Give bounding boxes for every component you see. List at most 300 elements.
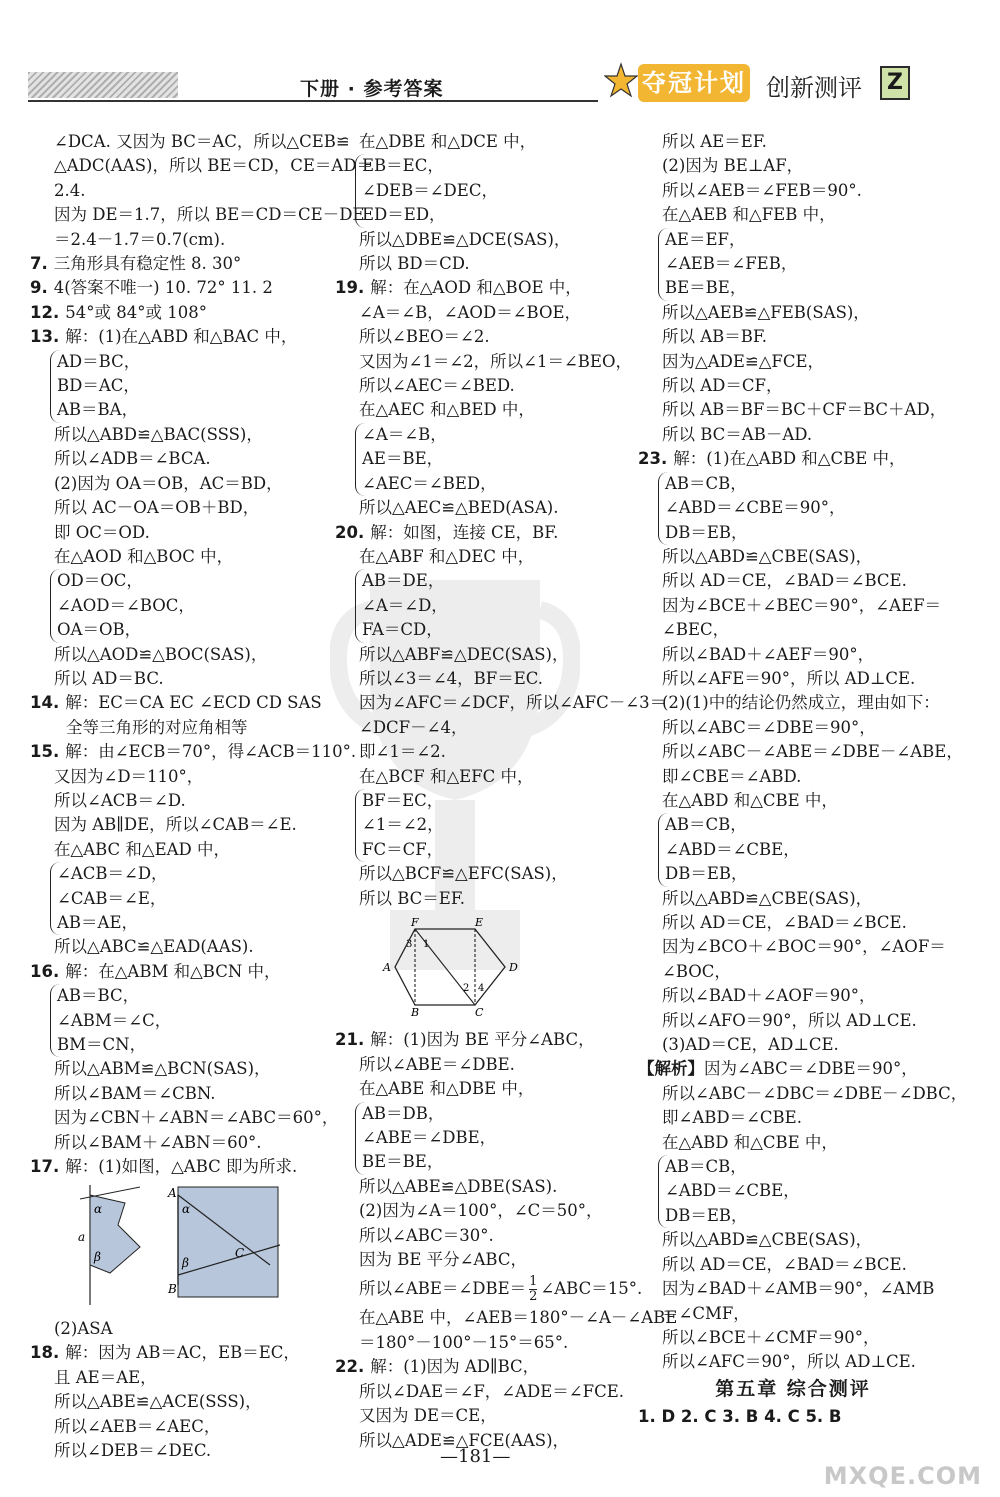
condition-brace <box>355 154 625 227</box>
line-text: (2)因为∠A＝100°，∠C＝50°， <box>359 1201 603 1221</box>
fig17-a-left: a <box>78 1230 86 1245</box>
text-line <box>638 1106 948 1130</box>
question-line <box>335 1028 625 1052</box>
line-text: 所以∠ADB＝∠BCA. <box>54 449 211 469</box>
brand-text: 夺冠计划 <box>638 64 750 102</box>
question-number: 19. <box>335 278 365 298</box>
text-line <box>335 1380 625 1404</box>
line-text: (2)(1)中的结论仍然成立，理由如下： <box>662 693 940 713</box>
condition-line: ∠A＝∠B， <box>362 424 447 444</box>
fraction-prefix: 所以∠ABE＝∠DBE＝ <box>359 1279 527 1299</box>
text-line <box>638 887 948 911</box>
condition-line: AB＝BA， <box>57 400 139 420</box>
text-line <box>335 862 625 886</box>
text-line <box>638 618 948 642</box>
text-line <box>335 374 625 398</box>
line-text: 54°或 84°或 108° <box>65 302 207 322</box>
page-number: —181— <box>440 1446 511 1467</box>
text-line <box>30 1106 339 1130</box>
condition-brace <box>50 569 320 642</box>
line-text: 且 AE＝AE， <box>54 1367 157 1387</box>
line-text: 所以△BCF≌△EFC(SAS)， <box>359 864 568 884</box>
line-text: 所以∠AEB＝∠FEB＝90°. <box>662 180 862 200</box>
condition-line: DB＝EB， <box>665 864 748 884</box>
fraction <box>529 1275 537 1304</box>
text-line <box>335 130 625 154</box>
text-line <box>30 130 350 154</box>
text-line <box>638 1057 948 1081</box>
line-text: 解：在△AOD 和△BOE 中， <box>370 278 582 298</box>
question-line <box>335 1355 625 1379</box>
condition-line: AB＝AE， <box>57 913 139 932</box>
text-line <box>638 789 948 813</box>
text-line <box>638 545 948 569</box>
watermark-text: MXQE.COM <box>823 1462 982 1490</box>
question-line <box>30 1155 320 1179</box>
question-line <box>335 276 625 300</box>
text-line <box>335 1248 625 1272</box>
line-text: 因为∠BCE＋∠BEC＝90°，∠AEF＝ <box>662 595 942 615</box>
text-line <box>638 1082 968 1106</box>
text-line <box>30 1366 320 1390</box>
line-text: 所以 BC＝EF. <box>359 888 465 908</box>
line-text: 在△AOD 和△BOC 中， <box>54 546 234 566</box>
line-text: 在△DBE 和△DCE 中， <box>359 132 537 151</box>
text-line <box>30 179 320 203</box>
line-text: ∠BOC， <box>662 961 731 981</box>
condition-line: AE＝EF， <box>665 229 746 249</box>
condition-line: AE＝BE， <box>362 449 444 469</box>
text-line <box>30 423 320 447</box>
text-line <box>638 203 948 227</box>
text-line <box>638 374 948 398</box>
text-line <box>335 1199 625 1223</box>
text-line <box>30 472 320 496</box>
figure <box>375 917 625 1024</box>
line-text: 所以△ABC≌△EAD(AAS). <box>54 937 254 957</box>
question-line <box>30 276 320 300</box>
question-number: 18. <box>30 1343 60 1363</box>
brand-logo <box>600 62 970 106</box>
condition-line: AB＝DB， <box>362 1103 445 1123</box>
line-text: 因为∠BCO＋∠BOC＝90°，∠AOF＝ <box>662 937 946 957</box>
text-line <box>638 691 948 715</box>
line-text: 所以∠ABC－∠ABE＝∠DBE－∠ABE， <box>662 742 963 762</box>
condition-line: AD＝BC， <box>57 351 141 371</box>
text-line <box>638 398 948 422</box>
question-line <box>30 691 320 715</box>
line-text: 因为 AB∥DE，所以∠CAB＝∠E. <box>54 815 297 835</box>
fig20-label-f: F <box>411 917 419 929</box>
condition-brace <box>50 984 320 1057</box>
fig20-label-c: C <box>475 1006 484 1017</box>
text-line <box>335 496 625 520</box>
fraction-suffix: ∠ABC＝15°. <box>540 1279 643 1299</box>
line-text: 解：如图，连接 CE，BF. <box>370 522 559 542</box>
condition-line: BF＝EC， <box>362 790 444 810</box>
condition-line: FA＝CD， <box>362 620 443 640</box>
line-text: 在△ABC 和△EAD 中， <box>54 839 231 859</box>
question-line <box>638 447 948 471</box>
fig17-alpha-right: α <box>182 1202 191 1217</box>
fig17-beta-right: β <box>182 1256 189 1271</box>
figure <box>70 1185 320 1312</box>
line-text: 解：(1)如图，△ABC 即为所求. <box>65 1157 298 1177</box>
text-line <box>638 960 948 984</box>
line-text: 所以∠BAD＋∠AOF＝90°， <box>662 986 876 1006</box>
line-text: 所以△ABD≌△BAC(SSS)， <box>54 424 263 444</box>
condition-line: BD＝AC， <box>57 376 140 396</box>
line-text: 2.4. <box>54 180 86 200</box>
text-line <box>638 350 948 374</box>
fig17-label-c: C <box>235 1246 245 1261</box>
text-line <box>335 1331 625 1355</box>
figure-17 <box>70 1185 290 1305</box>
line-text: 所以△ABD≌△CBE(SAS)， <box>662 888 873 908</box>
text-line <box>335 252 625 276</box>
question-number: 9. <box>30 278 48 298</box>
line-text: 即∠ABD＝∠CBE. <box>662 1108 802 1128</box>
text-line <box>30 935 320 959</box>
line-text: 解：由∠ECB＝70°，得∠ACB＝110°. <box>65 742 357 762</box>
text-line <box>30 765 320 789</box>
condition-brace <box>658 228 948 301</box>
line-text: ＝180°－100°－15°＝65°. <box>359 1332 569 1352</box>
line-text: 所以∠ABC＝∠DBE＝90°， <box>662 717 876 737</box>
text-line <box>638 154 948 178</box>
line-text: 所以∠AFE＝90°，所以 AD⊥CE. <box>662 668 916 688</box>
question-number: 12. <box>30 302 60 322</box>
line-text: 因为∠BAD＋∠AMB＝90°，∠AMB <box>662 1279 935 1299</box>
text-line <box>638 1131 948 1155</box>
text-line <box>30 1317 320 1341</box>
line-text: 所以 AD＝CE，∠BAD＝∠BCE. <box>662 913 907 932</box>
text-line <box>335 643 625 667</box>
fig20-label-e: E <box>475 917 484 929</box>
line-text: (3)AD＝CE，AD⊥CE. <box>662 1035 839 1055</box>
condition-line: ∠ABE＝∠DBE， <box>362 1128 497 1148</box>
condition-brace <box>355 1102 625 1175</box>
text-line <box>335 667 625 691</box>
line-text: 解：因为 AB＝AC，EB＝EC， <box>65 1343 300 1363</box>
condition-line: AB＝CB， <box>665 1157 747 1177</box>
analysis-tag: 【解析】 <box>638 1059 704 1079</box>
text-line <box>638 1033 948 1057</box>
condition-line: OA＝OB， <box>57 620 142 640</box>
line-text: 又因为 DE＝CE， <box>359 1406 497 1426</box>
text-line <box>638 1253 948 1277</box>
line-text: 所以 BC＝AB－AD. <box>662 424 813 444</box>
text-line <box>335 325 625 349</box>
line-text: 解：在△ABM 和△BCN 中， <box>65 961 281 981</box>
condition-line: BM＝CN， <box>57 1035 147 1055</box>
line-text: 所以∠BAM＝∠CBN. <box>54 1083 216 1103</box>
line-text: 所以△ABE≌△DBE(SAS). <box>359 1176 558 1196</box>
condition-line: BE＝BE， <box>665 278 747 298</box>
condition-brace <box>658 1155 948 1228</box>
line-text: 所以△ADE≌△FCE(AAS)， <box>359 1430 570 1450</box>
text-line <box>638 740 963 764</box>
line-text: 所以∠AEB＝∠AEC， <box>54 1416 221 1436</box>
line-text: 所以∠BAD＋∠AEF＝90°， <box>662 644 875 664</box>
question-number: 15. <box>30 742 60 762</box>
condition-line: ∠A＝∠D， <box>362 595 448 615</box>
condition-line: AB＝CB， <box>665 815 747 835</box>
line-text: ∠DCA. 又因为 BC＝AC，所以△CEB≌ <box>54 132 350 151</box>
question-number: 23. <box>638 449 668 469</box>
text-line <box>30 447 320 471</box>
text-line <box>30 545 320 569</box>
line-text: 所以∠DEB＝∠DEC. <box>54 1440 212 1460</box>
fig17-label-b: B <box>168 1282 177 1297</box>
text-line <box>30 1439 320 1463</box>
text-line <box>335 350 632 374</box>
line-text: ＝∠CMF， <box>662 1303 750 1323</box>
line-text: 所以∠ABC＝30°. <box>359 1225 494 1245</box>
column-right <box>638 130 968 1430</box>
line-text: 又因为∠D＝110°， <box>54 766 204 786</box>
line-text: 所以△ABD≌△CBE(SAS)， <box>662 546 873 566</box>
condition-line: ∠ABD＝∠CBE＝90°， <box>665 498 846 518</box>
line-text: 在△AEB 和△FEB 中， <box>662 205 836 225</box>
text-line <box>30 521 320 545</box>
line-text: 即 OC＝OD. <box>54 522 150 542</box>
condition-line: ED＝ED， <box>362 205 446 225</box>
fraction-line <box>335 1272 643 1306</box>
line-text: 解：(1)在△ABD 和△BAC 中， <box>65 327 298 347</box>
section-title: 第五章 综合测评 <box>715 1377 871 1400</box>
line-text: 所以△ABD≌△CBE(SAS)， <box>662 1230 873 1250</box>
line-text: 所以∠BEO＝∠2. <box>359 327 490 347</box>
text-line <box>335 887 625 911</box>
line-text: 在△ABE 中，∠AEB＝180°－∠A－∠ABE <box>359 1308 678 1328</box>
condition-brace <box>50 350 320 423</box>
text-line <box>638 301 948 325</box>
condition-line: AB＝BC， <box>57 986 140 1006</box>
text-line <box>335 765 625 789</box>
condition-line: EB＝EC， <box>362 156 444 176</box>
line-text: 所以∠DAE＝∠F，∠ADE＝∠FCE. <box>359 1381 624 1401</box>
header-title: 下册 · 参考答案 <box>300 78 444 100</box>
line-text: 所以∠AEC＝∠BED. <box>359 376 515 396</box>
question-line <box>30 1341 320 1365</box>
line-text: 所以 AB＝BF. <box>662 327 768 347</box>
line-text: ∠A＝∠B，∠AOD＝∠BOE， <box>359 302 582 322</box>
fig20-angle-4: 4 <box>478 983 485 994</box>
text-line <box>30 838 320 862</box>
figure-20 <box>375 917 535 1017</box>
condition-line: DB＝EB， <box>665 1205 748 1225</box>
text-line <box>638 1326 948 1350</box>
question-line <box>30 740 357 764</box>
fig17-label-a: A <box>168 1186 177 1201</box>
condition-line: AB＝DE， <box>362 571 445 591</box>
question-number: 20. <box>335 522 365 542</box>
fig20-angle-1: 1 <box>423 939 430 950</box>
line-text: 4(答案不唯一) 10. 72° 11. 2 <box>53 278 273 298</box>
line-text: 因为∠ABC＝∠DBE＝90°， <box>704 1059 918 1079</box>
text-line <box>638 935 948 959</box>
text-line <box>335 398 625 422</box>
text-line <box>335 301 625 325</box>
text-line <box>335 1224 625 1248</box>
text-line <box>335 545 625 569</box>
line-text: 在△ABD 和△CBE 中， <box>662 790 838 810</box>
line-text: 所以 AC－OA＝OB＋BD， <box>54 498 260 518</box>
line-text: 所以∠ABC－∠DBC＝∠DBE－∠DBC， <box>662 1083 968 1103</box>
line-text: 所以 AD＝CF， <box>662 376 783 396</box>
question-number: 14. <box>30 693 60 713</box>
line-text: 因为 DE＝1.7，所以 BE＝CD＝CE－DE <box>54 205 365 225</box>
condition-line: ∠ABD＝∠CBE， <box>665 839 800 859</box>
fig20-angle-2: 2 <box>463 983 470 994</box>
fraction-numerator: 1 <box>529 1274 538 1290</box>
text-line <box>335 716 625 740</box>
line-text: ∠BEC， <box>662 620 730 640</box>
line-text: 所以 AE＝EF. <box>662 132 767 151</box>
star-icon <box>604 62 638 102</box>
fig20-label-d: D <box>509 961 518 974</box>
condition-line: ∠AOD＝∠BOC， <box>57 595 195 615</box>
condition-line: DB＝EB， <box>665 522 748 542</box>
condition-line: AB＝CB， <box>665 473 747 493</box>
text-line <box>30 228 320 252</box>
text-line <box>638 1277 948 1301</box>
line-text: 在△BCF 和△EFC 中， <box>359 766 534 786</box>
text-line <box>638 1009 948 1033</box>
text-line <box>638 179 948 203</box>
line-text: 因为∠AFC＝∠DCF，所以∠AFC－∠3＝ <box>359 693 667 713</box>
text-line <box>335 1404 625 1428</box>
line-text: (2)因为 OA＝OB，AC＝BD， <box>54 473 283 493</box>
line-text: 所以∠ABE＝∠DBE. <box>359 1054 515 1074</box>
answer-row: 1. D 2. C 3. B 4. C 5. B <box>638 1407 842 1427</box>
line-text: 又因为∠1＝∠2，所以∠1＝∠BEO， <box>359 351 632 371</box>
line-text: 所以∠ACB＝∠D. <box>54 790 186 810</box>
fig20-angle-3: 3 <box>406 939 413 950</box>
line-text: 所以 BD＝CD. <box>359 254 470 274</box>
line-text: 所以△AEC≌△BED(ASA). <box>359 498 559 518</box>
line-text: 所以△ABE≌△ACE(SSS)， <box>54 1392 262 1412</box>
text-line <box>335 1175 625 1199</box>
line-text: △ADC(AAS)，所以 BE＝CD，CE＝AD＝ <box>54 156 374 176</box>
line-text: 所以 AD＝CE，∠BAD＝∠BCE. <box>662 571 907 591</box>
text-line <box>638 643 948 667</box>
line-text: 所以 AD＝CE，∠BAD＝∠BCE. <box>662 1254 907 1274</box>
line-text: 即∠1＝∠2. <box>359 742 446 762</box>
text-line <box>335 1053 625 1077</box>
condition-brace <box>658 813 948 886</box>
text-line <box>638 984 948 1008</box>
text-line <box>638 423 948 447</box>
line-text: 所以△AOD≌△BOC(SAS)， <box>54 644 268 664</box>
line-text: (2)因为 BE⊥AF， <box>662 156 804 176</box>
line-text: ∠DCF－∠4， <box>359 717 468 737</box>
condition-brace <box>355 789 625 862</box>
question-line <box>335 521 625 545</box>
text-line <box>638 130 948 154</box>
text-line <box>335 1077 625 1101</box>
line-text: 在△ABD 和△CBE 中， <box>662 1132 838 1152</box>
text-line <box>638 1350 948 1374</box>
line-text: 所以△DBE≌△DCE(SAS)， <box>359 229 571 249</box>
line-text: 所以△ABF≌△DEC(SAS)， <box>359 644 569 664</box>
text-line <box>30 1131 320 1155</box>
condition-line: OD＝OC， <box>57 571 143 591</box>
line-text: 在△ABF 和△DEC 中， <box>359 546 535 566</box>
line-text: 因为△ADE≌△FCE， <box>662 351 825 371</box>
text-line <box>30 667 320 691</box>
text-line <box>30 496 320 520</box>
text-line <box>638 1302 948 1326</box>
condition-line: FC＝CF， <box>362 839 444 859</box>
line-text: (2)ASA <box>54 1318 113 1338</box>
condition-brace <box>658 472 948 545</box>
text-line <box>638 325 948 349</box>
line-text: 因为 BE 平分∠ABC， <box>359 1250 527 1270</box>
text-line <box>30 1082 320 1106</box>
text-line <box>638 569 948 593</box>
line-text: 即∠CBE＝∠ABD. <box>662 766 802 786</box>
condition-line: ∠AEC＝∠BED， <box>362 473 497 493</box>
condition-line: ∠ABD＝∠CBE， <box>665 1181 800 1201</box>
text-line <box>30 154 374 178</box>
site-watermark <box>810 1400 990 1490</box>
question-number: 22. <box>335 1357 365 1377</box>
text-line: 全等三角形的对应角相等 <box>66 717 248 737</box>
condition-line: ∠CAB＝∠E， <box>57 888 167 908</box>
text-line <box>30 813 320 837</box>
text-line <box>30 1415 320 1439</box>
line-text: 所以 AB＝BF＝BC＋CF＝BC＋AD， <box>662 400 947 420</box>
line-text: 解：EC＝CA EC ∠ECD CD SAS <box>65 693 322 713</box>
line-text: 所以∠3＝∠4，BF＝EC. <box>359 668 544 688</box>
condition-brace <box>355 569 625 642</box>
question-line <box>30 960 320 984</box>
condition-line: ∠DEB＝∠DEC， <box>362 180 498 200</box>
condition-line: ∠1＝∠2， <box>362 815 444 835</box>
text-line <box>335 740 625 764</box>
question-line <box>30 301 320 325</box>
line-text: 所以 AD＝BC. <box>54 668 164 688</box>
question-number: 13. <box>30 327 60 347</box>
text-line <box>335 1306 678 1330</box>
question-number: 16. <box>30 961 60 981</box>
fig20-label-b: B <box>411 1006 420 1017</box>
condition-line: BE＝BE， <box>362 1152 444 1172</box>
text-line <box>335 228 625 252</box>
header-decoration <box>28 72 178 98</box>
line-text: 在△ABE 和△DBE 中， <box>359 1079 535 1099</box>
text-line <box>638 594 948 618</box>
text-line <box>335 691 667 715</box>
question-number: 21. <box>335 1030 365 1050</box>
fig17-alpha-left: α <box>94 1202 103 1217</box>
text-line <box>638 667 948 691</box>
condition-line: ∠ACB＝∠D， <box>57 864 168 884</box>
line-text: 因为∠CBN＋∠ABN＝∠ABC＝60°， <box>54 1108 339 1128</box>
text-line <box>638 765 948 789</box>
fig17-beta-left: β <box>94 1250 101 1265</box>
condition-brace <box>50 862 320 935</box>
condition-line: ∠ABM＝∠C， <box>57 1010 172 1030</box>
fig20-label-a: A <box>383 961 391 974</box>
line-text: 所以∠AFC＝90°，所以 AD⊥CE. <box>662 1352 916 1372</box>
text-line <box>638 716 948 740</box>
question-number: 17. <box>30 1157 60 1177</box>
header-rule <box>28 100 598 102</box>
line-text: 解：(1)因为 AD∥BC， <box>370 1357 540 1377</box>
